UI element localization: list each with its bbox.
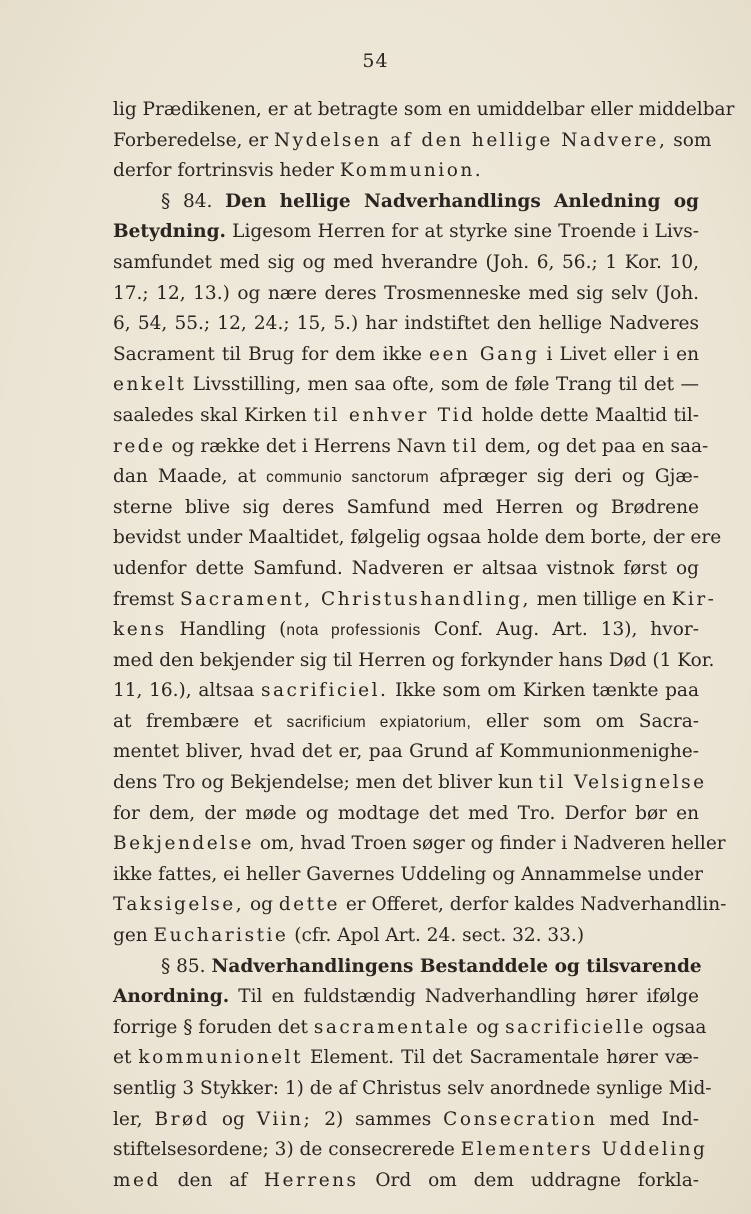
- text-line: [113, 279, 699, 310]
- text-line: [113, 737, 699, 768]
- text-run: § 85.: [161, 955, 212, 977]
- text-run: kommunionelt: [138, 1047, 303, 1069]
- text-run: Handling (: [166, 619, 287, 641]
- text-line: [113, 860, 704, 891]
- text-run: Den hellige Nadverhandlings Anledning og: [225, 190, 699, 212]
- text-run: een Gang: [429, 343, 540, 365]
- text-run: med: [113, 1169, 161, 1191]
- text-line: [113, 1135, 708, 1166]
- text-run: med den bekjender sig til Herren og forkynder hans Død (1 Kor.: [113, 649, 715, 671]
- text-run: afpræger sig deri og Gjæ-: [429, 466, 699, 488]
- text-run: er Offeret, derfor kaldes Nadverhandlin-: [339, 894, 727, 916]
- text-run: 17.; 12, 13.) og nære deres Trosmenneske med sig selv (Joh.: [113, 282, 699, 304]
- text-run: og række det i Herrens Navn: [165, 435, 453, 457]
- text-run: 11, 16.), altsaa: [113, 680, 261, 702]
- text-line: [113, 768, 707, 799]
- text-run: nota professionis: [286, 622, 421, 640]
- text-run: et: [113, 1047, 139, 1069]
- text-line: [113, 156, 699, 187]
- text-run: dem, og det paa en saa-: [478, 435, 709, 457]
- text-line: [113, 890, 727, 921]
- text-run: sacrificiel.: [260, 680, 389, 702]
- text-run: Til en fuldstændig Nadverhandling hører ifølge: [229, 986, 699, 1008]
- text-line: [113, 1166, 699, 1197]
- text-line: [113, 370, 699, 401]
- text-run: Livsstilling, men saa ofte, som de føle Trang til det —: [186, 374, 699, 396]
- text-line: [113, 95, 735, 126]
- text-run: Ord om dem uddragne forkla-: [358, 1169, 699, 1191]
- text-run: Nydelsen af den hellige Nadvere,: [273, 129, 668, 151]
- text-run: holde dette Maaltid til-: [475, 404, 699, 426]
- text-line: [113, 799, 699, 830]
- text-run: og: [244, 894, 279, 916]
- text-line: [113, 921, 699, 952]
- text-run: for dem, der møde og modtage det med Tro. Derfor bør en: [113, 802, 699, 824]
- text-run: kens: [113, 619, 167, 641]
- text-line: [113, 187, 699, 218]
- text-line: [113, 615, 699, 646]
- text-run: derfor fortrinsvis heder: [113, 160, 340, 182]
- text-run: forrige § foruden det: [113, 1016, 314, 1038]
- text-run: Kommunion.: [339, 160, 484, 182]
- text-run: Kir-: [671, 588, 717, 610]
- text-line: [113, 309, 699, 340]
- text-run: som: [667, 129, 712, 151]
- text-run: lig Prædikenen, er at betragte som en umiddelbar eller middelbar: [113, 99, 735, 120]
- text-run: sacramentale: [313, 1016, 471, 1038]
- text-run: fremst: [113, 588, 180, 610]
- text-run: sentlig 3 Stykker: 1) de af Christus selv anordnede synlige Mid-: [113, 1078, 712, 1099]
- text-line: [113, 401, 699, 432]
- text-line: [113, 554, 699, 585]
- text-run: Taksigelse,: [113, 894, 245, 916]
- text-run: Anordning.: [113, 986, 230, 1008]
- text-run: bevidst under Maaltidet, følgelig ogsaa holde dem borte, der ere: [113, 527, 722, 549]
- text-run: communio sanctorum: [266, 469, 430, 487]
- text-line: [113, 1013, 707, 1044]
- text-run: den af: [160, 1169, 264, 1191]
- text-run: Viin;: [256, 1108, 313, 1130]
- text-run: ogsaa: [646, 1016, 707, 1038]
- text-run: men tillige en: [530, 588, 672, 610]
- text-line: [113, 982, 699, 1013]
- text-run: saaledes skal Kirken: [113, 404, 314, 426]
- text-run: Element. Til det Sacramentale hører væ-: [302, 1047, 699, 1069]
- body-text: [113, 95, 735, 1196]
- text-run: (cfr. Apol Art. 24. sect. 32. 33.): [288, 925, 585, 947]
- text-line: [113, 248, 699, 279]
- text-line: [113, 1043, 699, 1074]
- text-run: Forberedelse, er: [113, 129, 274, 151]
- text-line: [113, 340, 699, 371]
- text-run: stiftelsesordene; 3) de consecrerede: [113, 1139, 461, 1161]
- text-run: dan Maade, at: [113, 466, 267, 488]
- text-run: Elementers Uddeling: [460, 1139, 708, 1161]
- text-run: og: [209, 1108, 257, 1130]
- text-line: [113, 432, 709, 463]
- text-run: Eucharistie: [153, 925, 289, 947]
- text-run: dette: [278, 894, 340, 916]
- text-run: sacrificium expiatorium,: [286, 713, 472, 731]
- text-run: sterne blive sig deres Samfund med Herren og Brødrene: [113, 496, 699, 518]
- text-line: [113, 523, 722, 554]
- text-run: 6, 54, 55.; 12, 24.; 15, 5.) har indstiftet den hellige Nadveres: [113, 313, 699, 335]
- text-run: Brød: [154, 1108, 210, 1130]
- text-line: [113, 462, 699, 493]
- text-run: Consecration: [443, 1108, 598, 1130]
- text-line: [113, 646, 715, 677]
- text-line: [113, 585, 717, 616]
- text-run: Ikke som om Kirken tænkte paa: [388, 680, 699, 702]
- text-run: dens Tro og Bekjendelse; men det bliver kun: [113, 772, 539, 794]
- text-run: sacrificielle: [505, 1016, 646, 1038]
- text-run: om, hvad Troen søger og finder i Nadveren heller: [254, 833, 726, 855]
- text-run: ler,: [113, 1108, 155, 1130]
- text-line: [113, 952, 702, 983]
- text-run: udenfor dette Samfund. Nadveren er altsaa vistnok først og: [113, 557, 699, 579]
- text-run: Bekjendelse: [113, 833, 255, 855]
- text-run: rede: [113, 435, 166, 457]
- page-number: 54: [362, 50, 389, 72]
- text-line: [113, 676, 699, 707]
- text-run: § 84.: [161, 190, 226, 212]
- text-run: i Livet eller i en: [539, 343, 699, 365]
- text-run: Sacrament, Christushandling,: [180, 588, 531, 610]
- text-run: ikke fattes, ei heller Gavernes Uddeling og Annammelse under: [113, 863, 704, 885]
- text-run: Ligesom Herren for at styrke sine Troende i Livs-: [225, 221, 699, 243]
- text-line: [113, 829, 726, 860]
- text-run: samfundet med sig og med hverandre (Joh. 6, 56.; 1 Kor. 10,: [113, 251, 699, 273]
- text-run: gen: [113, 925, 154, 947]
- text-run: Sacrament til Brug for dem ikke: [113, 343, 429, 365]
- text-run: Conf. Aug. Art. 13), hvor-: [420, 619, 699, 641]
- text-line: [113, 707, 699, 738]
- text-run: Herrens: [263, 1169, 359, 1191]
- text-run: 2) sammes: [312, 1108, 444, 1130]
- text-run: Betydning.: [113, 221, 226, 243]
- text-line: [113, 1074, 712, 1105]
- text-run: mentet bliver, hvad det er, paa Grund af Kommunionmenighe-: [113, 741, 699, 763]
- text-run: til Velsignelse: [538, 772, 707, 794]
- text-run: til: [452, 435, 479, 457]
- text-run: eller som om Sacra-: [471, 710, 699, 732]
- text-line: [113, 126, 712, 157]
- text-run: enkelt: [113, 374, 187, 396]
- text-run: og: [470, 1016, 506, 1038]
- text-line: [113, 1105, 699, 1136]
- text-run: Nadverhandlingens Bestanddele og tilsvarende: [211, 955, 702, 977]
- text-run: at frembære et: [113, 710, 287, 732]
- text-run: med Ind-: [597, 1108, 699, 1130]
- text-line: [113, 493, 699, 524]
- text-line: [113, 217, 699, 248]
- text-run: til enhver Tid: [313, 404, 476, 426]
